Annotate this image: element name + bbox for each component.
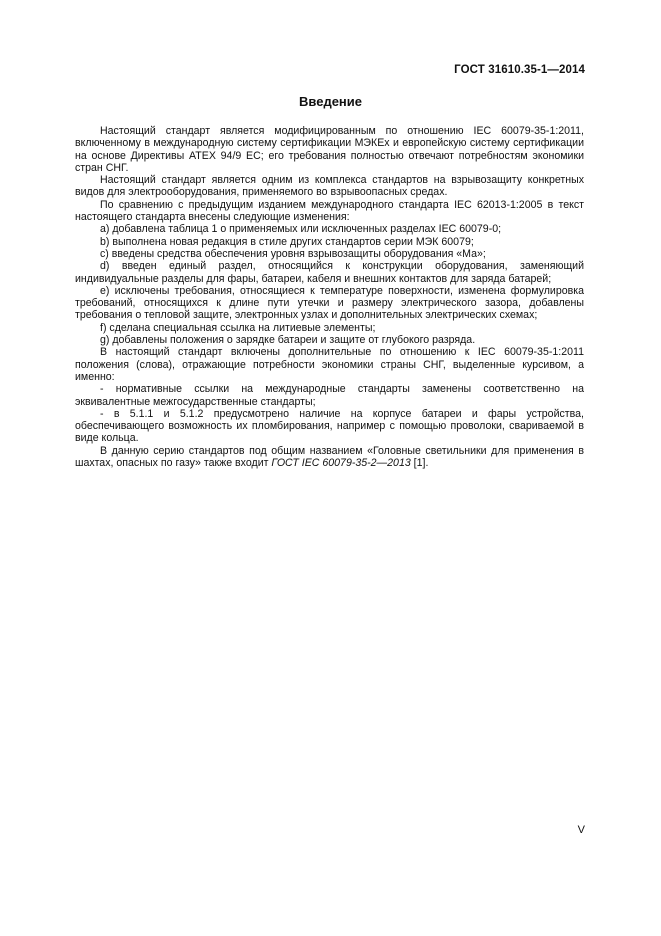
section-title: Введение (299, 94, 362, 109)
list-item-c: c) введены средства обеспечения уровня взрывозащиты оборудования «Ма»; (100, 247, 486, 260)
document-code: ГОСТ 31610.35-1—2014 (454, 64, 585, 76)
paragraph-series (75, 445, 584, 470)
page-number: V (577, 824, 585, 836)
list-item-a: a) добавлена таблица 1 о применяемых или исключенных разделах IEC 60079-0; (100, 223, 502, 236)
dash-item-references: - нормативные ссылки на международные стандарты заменены соответственно на эквивалентные межгосударственные стандарты; (75, 383, 584, 408)
list-item-g: g) добавлены положения о зарядке батареи и защите от глубокого разряда. (100, 334, 476, 347)
paragraph-changes-intro: По сравнению с предыдущим изданием международного стандарта IEC 62013-1:2005 в текст настоящего стандарта внесены следующие изменения: (75, 198, 584, 224)
paragraph-additions: В настоящий стандарт включены дополнительные по отношению к IEC 60079-35-1:2011 положения (слова), отражающие потребности экономики страны СНГ, выделенные курсивом, а именно: (75, 346, 584, 383)
list-item-d: d) введен единый раздел, относящийся к конструкции оборудования, заменяющий индивидуальные разделы для фары, батареи, кабеля и внешних контактов для заряда батарей; (75, 260, 584, 285)
paragraph-intro: Настоящий стандарт является модифицированным по отношению IEC 60079-35-1:2011, включенному в международную систему сертификации МЭКЕх и европейскую систему сертификации на основе Директивы ATEX 94/9 ЕС; его требования полностью отвечают потребностям экономики стран СНГ. (75, 125, 584, 174)
body-text (75, 125, 584, 469)
italic-standard-ref: ГОСТ IEC 60079-35-2—2013 (271, 457, 411, 470)
list-item-b: b) выполнена новая редакция в стиле других стандартов серии МЭК 60079; (100, 235, 474, 248)
dash-item-sealing: - в 5.1.1 и 5.1.2 предусмотрено наличие на корпусе батареи и фары устройства, обеспечивающего возможность их пломбирования, например с помощью проволоки, свариваемой в виде кольца. (75, 407, 584, 445)
list-item-f: f) сделана специальная ссылка на литиевые элементы; (100, 321, 376, 334)
paragraph-complex: Настоящий стандарт является одним из комплекса стандартов на взрывозащиту конкретных видов для электрооборудования, применяемого во взрывоопасных средах. (75, 174, 584, 199)
list-item-e: e) исключены требования, относящиеся к температуре поверхности, изменена формулировка требований, относящихся к длине пути утечки и размеру электрического зазора, добавлены требования о тепловой защите, электронных узлах и дополнительных электрических схемах; (75, 284, 584, 322)
series-text: В данную серию стандартов под общим названием «Головные светильники для применения в шахтах, опасных по газу» также входит (75, 444, 584, 470)
reference-suffix: [1]. (410, 457, 429, 470)
